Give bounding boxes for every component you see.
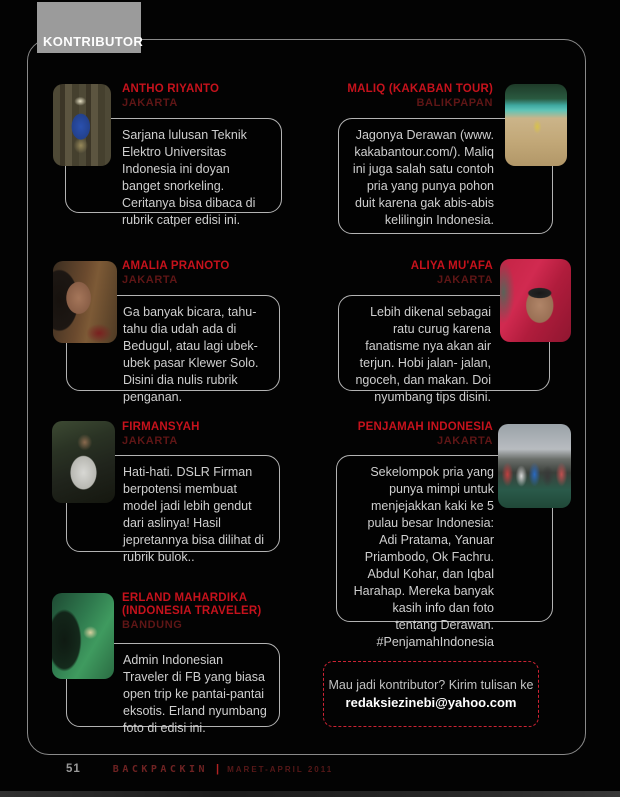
contributor-name: ALIYA MU'AFA [410, 260, 493, 272]
contributor-meta [300, 421, 493, 448]
contributor-bio-bubble: Sekelompok pria yang punya mimpi untuk menjejakkan kaki ke 5 pulau besar Indonesia: Adi Pratama, Yanuar Priambodo, Ok Fachru. Abdul Kohar, dan Iqbal Harahap. Mereka banyak kasih info dan foto tentang Derawan. #PenjamahIndonesia [336, 455, 553, 622]
contributor-meta [122, 592, 274, 632]
contributor-location: BANDUNG [122, 619, 183, 631]
contributor-bio-bubble: Hati-hati. DSLR Firman berpotensi membuat model jadi lebih gendut dari aslinya! Hasil jepretannya bisa dilihat di rubrik bulok.. [66, 455, 280, 552]
contributor-photo-penjamah [498, 424, 571, 508]
contributor-photo-maliq [505, 84, 567, 166]
contributor-location: JAKARTA [122, 97, 178, 109]
contributor-location: JAKARTA [437, 274, 493, 286]
contributor-call-to-action [323, 661, 539, 727]
page-bottom-edge [0, 791, 620, 797]
contributor-photo-firmansyah [52, 421, 115, 503]
contributor-meta [122, 260, 292, 287]
contributor-meta [300, 83, 493, 110]
contributor-location: JAKARTA [122, 435, 178, 447]
issue-date: MARET-APRIL 2011 [227, 764, 334, 774]
magazine-logo: BACKPACKIN [112, 763, 209, 775]
contributor-bio-bubble: Lebih dikenal sebagai ratu curug karena fanatisme nya akan air terjun. Hobi jalan- jalan, ngoceh, dan makan. Doi nyumbang tips disini. [338, 295, 550, 391]
contributor-bio-bubble: Sarjana lulusan Teknik Elektro Universitas Indonesia ini doyan banget snorkeling. Ceritanya bisa dibaca di rubrik catper edisi ini. [65, 118, 282, 213]
contributor-name: FIRMANSYAH [122, 421, 200, 433]
contributor-photo-erland [52, 593, 114, 679]
contributor-bio-bubble: Jagonya Derawan (www. kakabantour.com/). Maliq ini juga salah satu contoh pria yang punya pohon duit karena gak abis-abis kelilingin Indonesia. [338, 118, 553, 234]
contributor-meta [122, 421, 292, 448]
contributor-photo-antho [53, 84, 111, 166]
contributor-photo-aliya [500, 259, 571, 342]
section-title: KONTRIBUTOR [43, 34, 144, 49]
page-footer [66, 763, 333, 775]
contributor-name: ANTHO RIYANTO [122, 83, 220, 95]
contributor-meta [122, 83, 292, 110]
contributor-location: JAKARTA [122, 274, 178, 286]
cta-email: redaksiezinebi@yahoo.com [345, 695, 517, 710]
contributor-name: AMALIA PRANOTO [122, 260, 230, 272]
contributor-name: MALIQ (KAKABAN TOUR) [347, 83, 493, 95]
contributor-location: JAKARTA [437, 435, 493, 447]
contributor-name: PENJAMAH INDONESIA [357, 421, 493, 433]
cta-text: Mau jadi kontributor? Kirim tulisan ke [328, 678, 534, 692]
section-header-box [37, 2, 144, 53]
contributor-photo-amalia [53, 261, 117, 343]
contributor-bio-bubble: Ga banyak bicara, tahu-tahu dia udah ada di Bedugul, atau lagi ubek-ubek pasar Klewer Solo. Disini dia nulis rubrik penganan. [66, 295, 280, 391]
contributor-name: ERLAND MAHARDIKA (INDONESIA TRAVELER) [122, 592, 262, 617]
footer-separator: | [216, 763, 220, 775]
contributor-meta [300, 260, 493, 287]
contributor-location: BALIKPAPAN [416, 97, 493, 109]
page-number: 51 [66, 763, 81, 775]
contributor-bio-bubble: Admin Indonesian Traveler di FB yang biasa open trip ke pantai-pantai eksotis. Erland nyumbang foto di edisi ini. [66, 643, 280, 727]
